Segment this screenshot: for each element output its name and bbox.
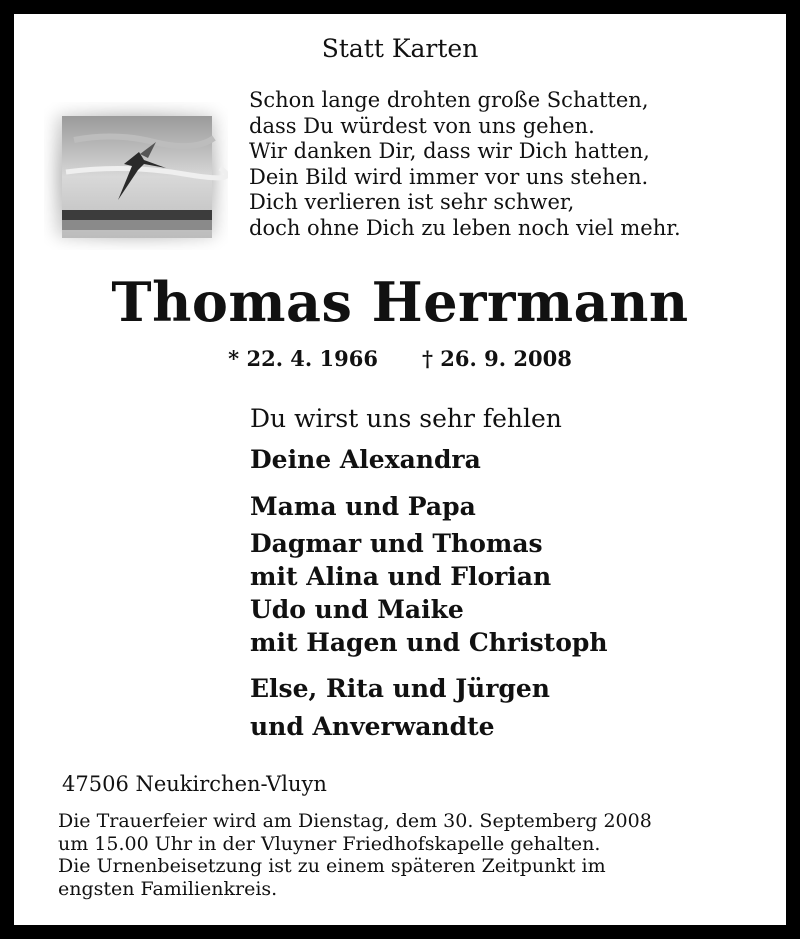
info-line: Die Urnenbeisetzung ist zu einem späteren Zeitpunkt im <box>58 855 606 877</box>
family-partner <box>250 443 481 476</box>
info-line: um 15.00 Uhr in der Vluyner Friedhofskapelle gehalten. <box>58 832 601 855</box>
mourner-name: Mama und Papa <box>250 492 476 521</box>
poem-line: Wir danken Dir, dass wir Dich hatten, <box>249 139 650 164</box>
mourner-name: mit Hagen und Christoph <box>250 628 608 657</box>
closing-phrase: Du wirst uns sehr fehlen <box>250 404 562 433</box>
seagull-photo-icon <box>44 102 228 250</box>
mourner-name: Dagmar und Thomas <box>250 529 543 558</box>
birth-date: * 22. 4. 1966 <box>228 346 378 371</box>
family-others <box>250 672 550 743</box>
life-dates <box>14 346 786 371</box>
poem-line: Schon lange drohten große Schatten, <box>249 88 649 112</box>
ceremony-info <box>58 810 652 900</box>
mourner-name: Deine Alexandra <box>250 445 481 474</box>
poem-line: dass Du würdest von uns gehen. <box>249 113 595 138</box>
mourner-name: Else, Rita und Jürgen <box>250 674 550 703</box>
death-date: † 26. 9. 2008 <box>422 346 572 371</box>
mourner-name: und Anverwandte <box>250 712 495 741</box>
info-line: Die Trauerfeier wird am Dienstag, dem 30. Septemberg 2008 <box>58 810 652 832</box>
poem-line: Dein Bild wird immer vor uns stehen. <box>249 164 649 189</box>
poem <box>249 88 681 242</box>
info-line: engsten Familienkreis. <box>58 877 278 900</box>
deceased-name: Thomas Herrmann <box>111 270 689 334</box>
poem-line: doch ohne Dich zu leben noch viel mehr. <box>249 215 681 240</box>
family-relatives <box>250 490 608 659</box>
location: 47506 Neukirchen-Vluyn <box>62 772 327 796</box>
header-text: Statt Karten <box>321 34 479 63</box>
mourner-name: Udo und Maike <box>250 595 464 624</box>
mourner-name: mit Alina und Florian <box>250 562 552 591</box>
poem-line: Dich verlieren ist sehr schwer, <box>249 190 575 215</box>
